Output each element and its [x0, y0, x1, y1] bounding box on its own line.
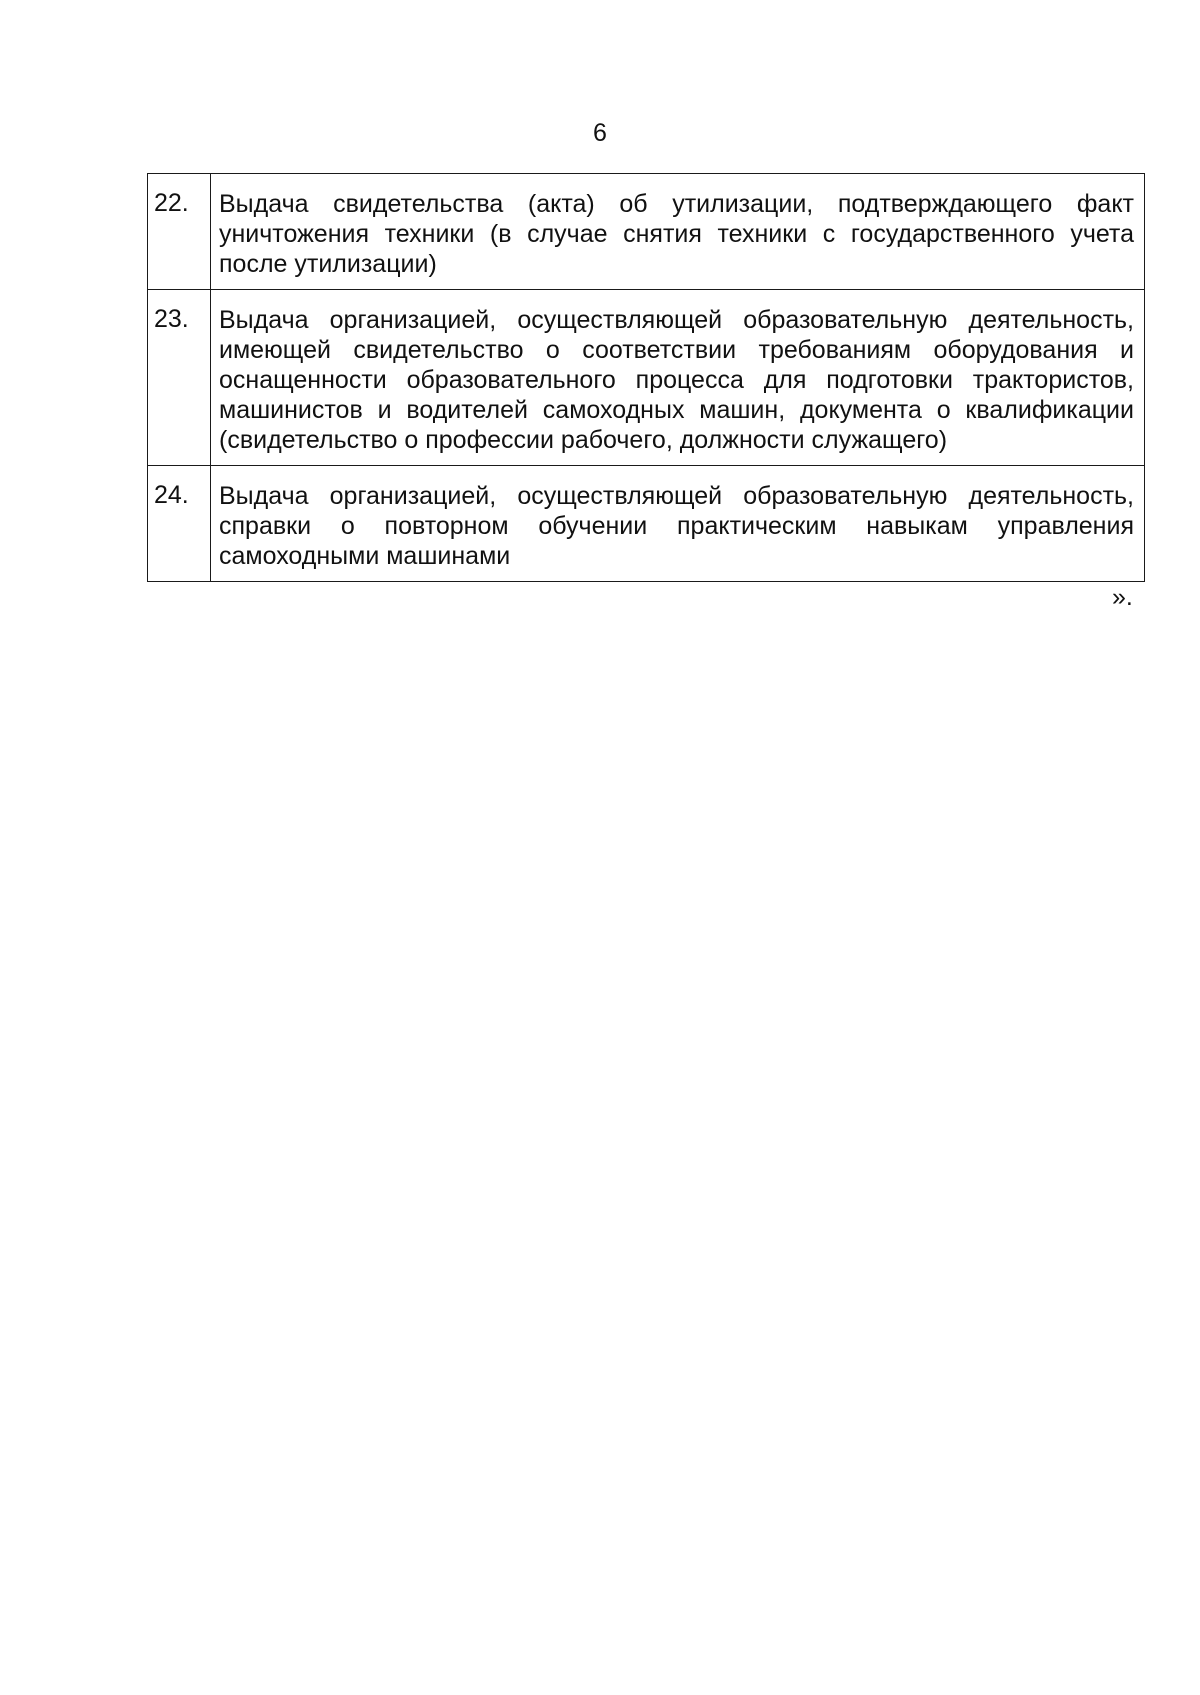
table-row [148, 174, 1145, 290]
row-text: Выдача организацией, осуществляющей образовательную деятельность, справки о повторном обучении практическим навыкам управления самоходными машинами [211, 466, 1145, 582]
table-row [148, 466, 1145, 582]
services-table [147, 173, 1145, 582]
row-number: 23. [148, 290, 211, 466]
page-number: 6 [593, 119, 607, 147]
row-number: 24. [148, 466, 211, 582]
row-number: 22. [148, 174, 211, 290]
row-text: Выдача организацией, осуществляющей образовательную деятельность, имеющей свидетельство о соответствии требованиям оборудования и оснащенности образовательного процесса для подготовки трактористов, машинистов и водителей самоходных машин, документа о квалификации (свидетельство о профессии рабочего, должности служащего) [211, 290, 1145, 466]
table-row [148, 290, 1145, 466]
closing-quote-mark: ». [1112, 583, 1133, 611]
row-text: Выдача свидетельства (акта) об утилизации, подтверждающего факт уничтожения техники (в случае снятия техники с государственного учета после утилизации) [211, 174, 1145, 290]
